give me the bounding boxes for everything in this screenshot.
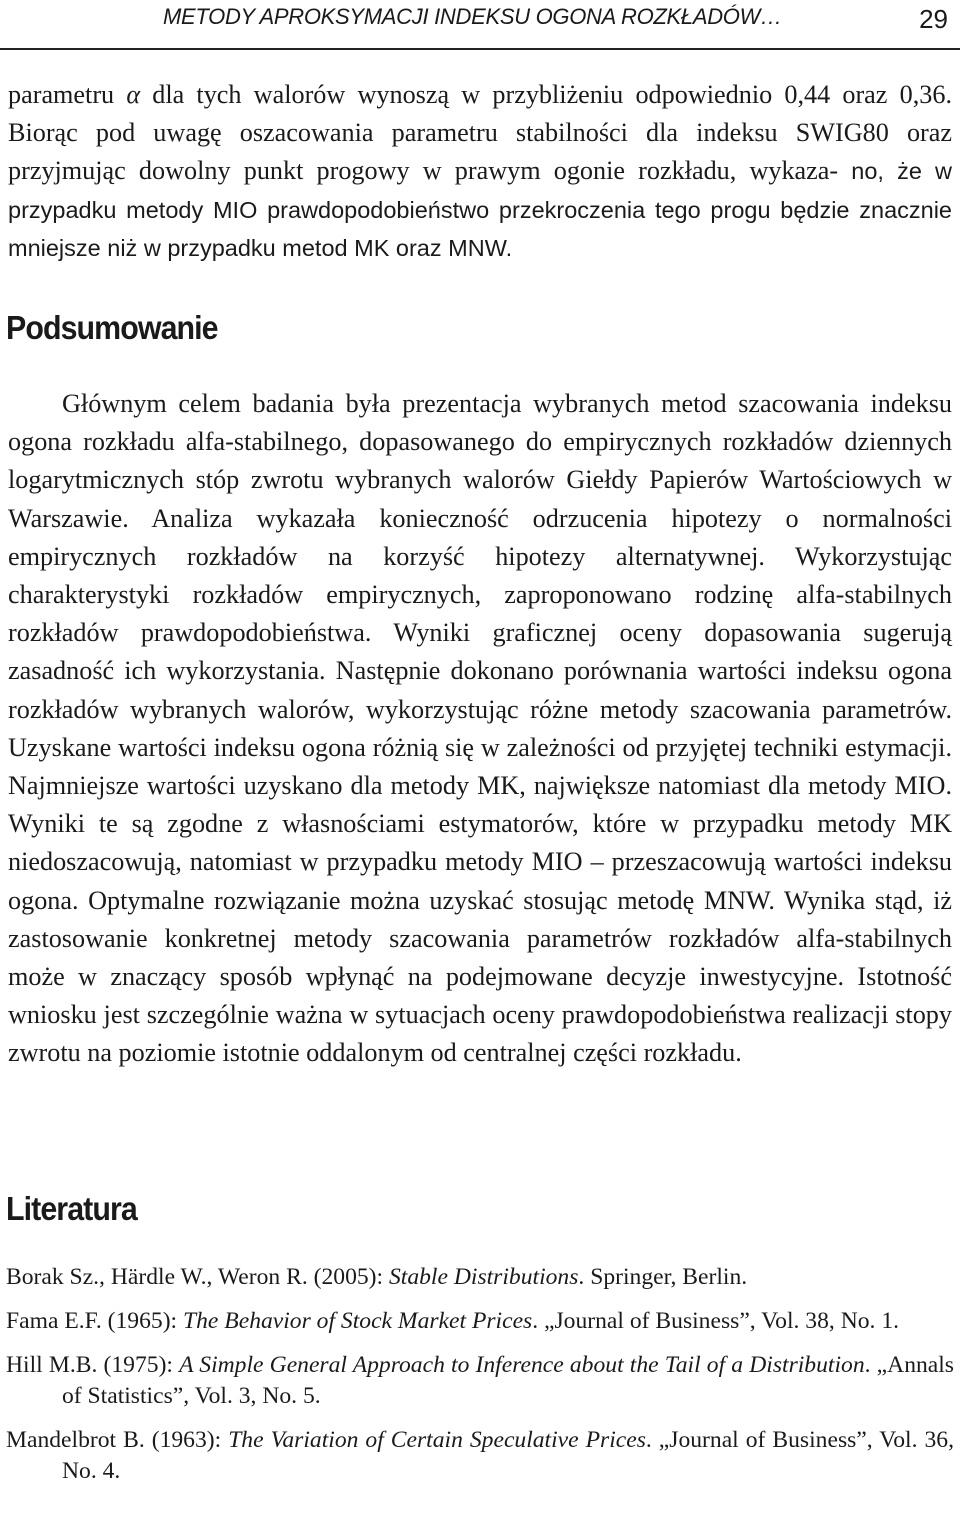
reference-authors: Borak Sz., Härdle W., Weron R. (2005):	[6, 1264, 389, 1290]
reference-source: . „Journal of Business”, Vol. 38, No. 1.	[532, 1308, 900, 1334]
intro-text-2: dla tych walorów wynoszą w przybliżeniu odpowiednio 0,44 oraz 0,36. Biorąc pod uwagę oszacowania parametru stabilności dla indeksu SWIG80 oraz przyjmując dowolny punkt progowy w prawym ogonie rozkładu, wykaza-	[8, 80, 952, 186]
reference-item	[0, 1262, 960, 1293]
reference-authors: Mandelbrot B. (1963):	[6, 1427, 229, 1453]
running-header	[0, 0, 960, 50]
literature-heading: Literatura	[6, 1190, 137, 1227]
reference-title: The Behavior of Stock Market Prices	[183, 1308, 533, 1334]
reference-source: . „Journal of Business”, Vol. 36, No. 4.	[62, 1427, 954, 1484]
reference-authors: Hill M.B. (1975):	[6, 1352, 180, 1378]
alpha-symbol: α	[126, 80, 141, 109]
page-number: 29	[919, 4, 948, 34]
intro-text-1: parametru	[8, 80, 127, 109]
running-title: METODY APROKSYMACJI INDEKSU OGONA ROZKŁADÓW…	[163, 4, 782, 29]
reference-title: Stable Distributions	[388, 1264, 579, 1290]
intro-paragraph	[8, 76, 952, 267]
reference-title: The Variation of Certain Speculative Prices	[228, 1427, 646, 1453]
summary-paragraph: Głównym celem badania była prezentacja wybranych metod szacowania indeksu ogona rozkładu alfa-stabilnego, dopasowanego do empirycznych rozkładów dziennych logarytmicznych stóp zwrotu wybranych walorów Giełdy Papierów Wartościowych w Warszawie. Analiza wykazała konieczność odrzucenia hipotezy o normalności empirycznych rozkładów na korzyść hipotezy alternatywnej. Wykorzystując charakterystyki rozkładów empirycznych, zaproponowano rodzinę alfa-stabilnych rozkładów prawdopodobieństwa. Wyniki graficznej oceny dopasowania sugerują zasadność ich wykorzystania. Następnie dokonano porównania wartości indeksu ogona rozkładów wybranych walorów, wykorzystując różne metody szacowania parametrów. Uzyskane wartości indeksu ogona różnią się w zależności od przyjętej techniki estymacji. Najmniejsze wartości uzyskano dla metody MK, największe natomiast dla metody MIO. Wyniki te są zgodne z własnościami estymatorów, które w przypadku metody MK niedoszacowują, natomiast w przypadku metody MIO – przeszacowują wartości indeksu ogona. Optymalne rozwiązanie można uzyskać stosując metodę MNW. Wynika stąd, iż zastosowanie konkretnej metody szacowania parametrów rozkładów alfa-stabilnych może w znaczący sposób wpłynąć na podejmowane decyzje inwestycyjne. Istotność wniosku jest szczególnie ważna w sytuacjach oceny prawdopodobieństwa realizacji stopy zwrotu na poziomie istotnie oddalonym od centralnej części rozkładu.	[8, 389, 952, 1068]
reference-item	[0, 1350, 960, 1412]
summary-heading: Podsumowanie	[6, 309, 218, 346]
reference-item	[0, 1425, 960, 1487]
reference-title: A Simple General Approach to Inference about the Tail of a Distribution	[179, 1352, 865, 1378]
reference-item	[0, 1306, 960, 1337]
reference-authors: Fama E.F. (1965):	[6, 1308, 184, 1334]
reference-source: . „Annals of Statistics”, Vol. 3, No. 5.	[62, 1352, 954, 1409]
reference-source: . Springer, Berlin.	[578, 1264, 748, 1290]
intro-text-3: no, że w przypadku metody MIO prawdopodobieństwo przekroczenia tego progu będzie znacznie mniejsze niż w przypadku metod MK oraz MNW.	[8, 158, 952, 261]
reference-list	[0, 1262, 960, 1500]
